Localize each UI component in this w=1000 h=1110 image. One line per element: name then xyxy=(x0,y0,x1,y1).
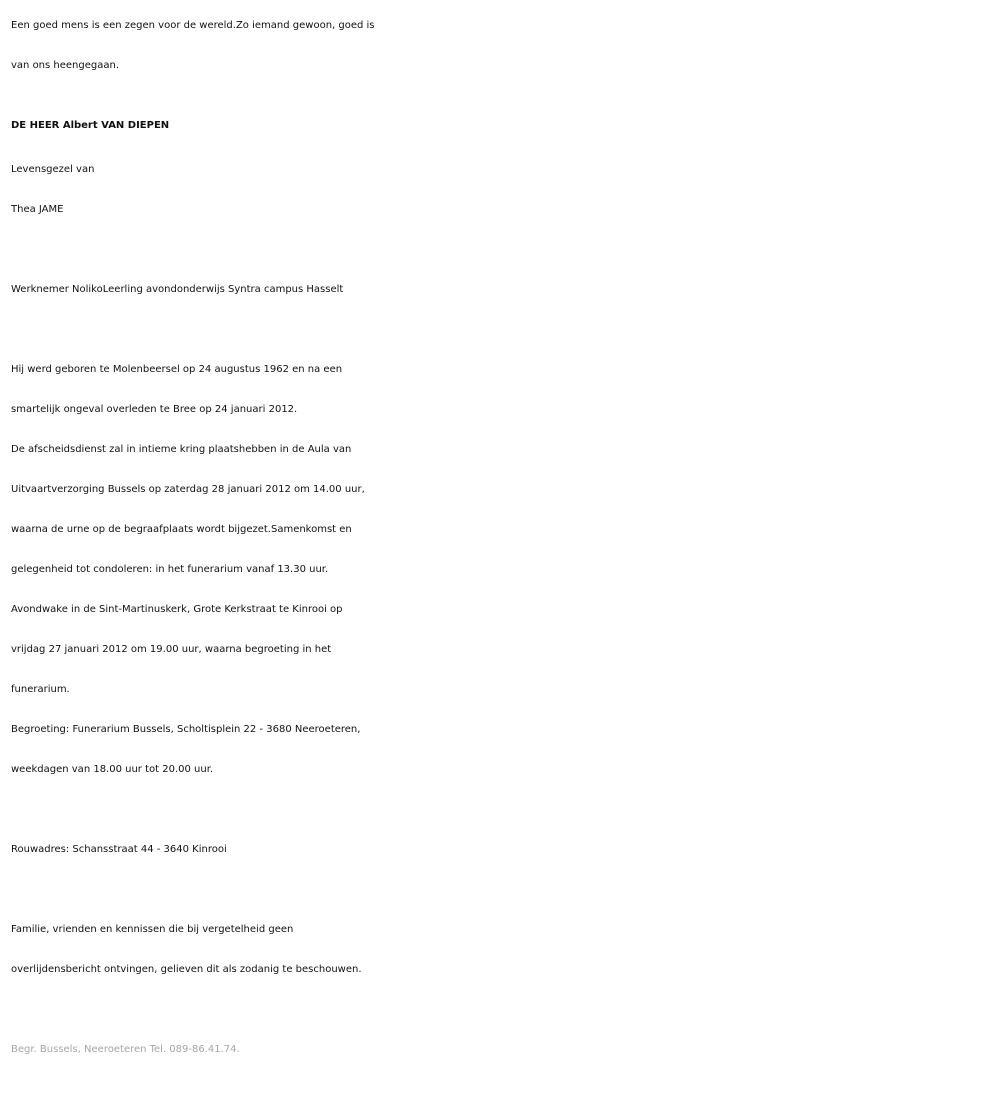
details-line: weekdagen van 18.00 uur tot 20.00 uur. xyxy=(11,764,214,775)
notice-line-1: Familie, vrienden en kennissen die bij vergetelheid geen xyxy=(11,924,294,935)
details-line: Hij werd geboren te Molenbeersel op 24 augustus 1962 en na een xyxy=(11,364,343,375)
spacer xyxy=(11,86,990,102)
details-line: funerarium. xyxy=(11,684,70,695)
intro-line-2: van ons heengegaan. xyxy=(11,60,120,71)
details-line: Begroeting: Funerarium Bussels, Scholtisplein 22 - 3680 Neeroeteren, xyxy=(11,724,361,735)
occupation-line: Werknemer NolikoLeerling avondonderwijs Syntra campus Hasselt xyxy=(11,284,344,295)
details-line: gelegenheid tot condoleren: in het funerarium vanaf 13.30 uur. xyxy=(11,564,329,575)
notice-line-2: overlijdensbericht ontvingen, gelieven dit als zodanig te beschouwen. xyxy=(11,964,362,975)
spacer xyxy=(11,310,990,350)
mourning-address: Rouwadres: Schansstraat 44 - 3640 Kinrooi xyxy=(11,844,227,855)
details-line: vrijdag 27 januari 2012 om 19.00 uur, waarna begroeting in het xyxy=(11,644,332,655)
intro-line-1: Een goed mens is een zegen voor de wereld.Zo iemand gewoon, goed is xyxy=(11,20,375,31)
funeral-home-footer: Begr. Bussels, Neeroeteren Tel. 089-86.41.74. xyxy=(11,1044,240,1055)
details-line: De afscheidsdienst zal in intieme kring plaatshebben in de Aula van xyxy=(11,444,352,455)
spacer xyxy=(11,870,990,910)
details-block xyxy=(11,350,990,790)
relation-label: Levensgezel van xyxy=(11,164,95,175)
deceased-name: DE HEER Albert VAN DIEPEN xyxy=(11,120,170,131)
details-line: Uitvaartverzorging Bussels op zaterdag 28 januari 2012 om 14.00 uur, xyxy=(11,484,365,495)
details-line: smartelijk ongeval overleden te Bree op 24 januari 2012. xyxy=(11,404,298,415)
spacer xyxy=(11,790,990,830)
spacer xyxy=(11,990,990,1030)
details-line: Avondwake in de Sint-Martinuskerk, Grote Kerkstraat te Kinrooi op xyxy=(11,604,343,615)
spacer xyxy=(11,230,990,270)
details-line: waarna de urne op de begraafplaats wordt bijgezet.Samenkomst en xyxy=(11,524,352,535)
partner-name: Thea JAME xyxy=(11,204,64,215)
